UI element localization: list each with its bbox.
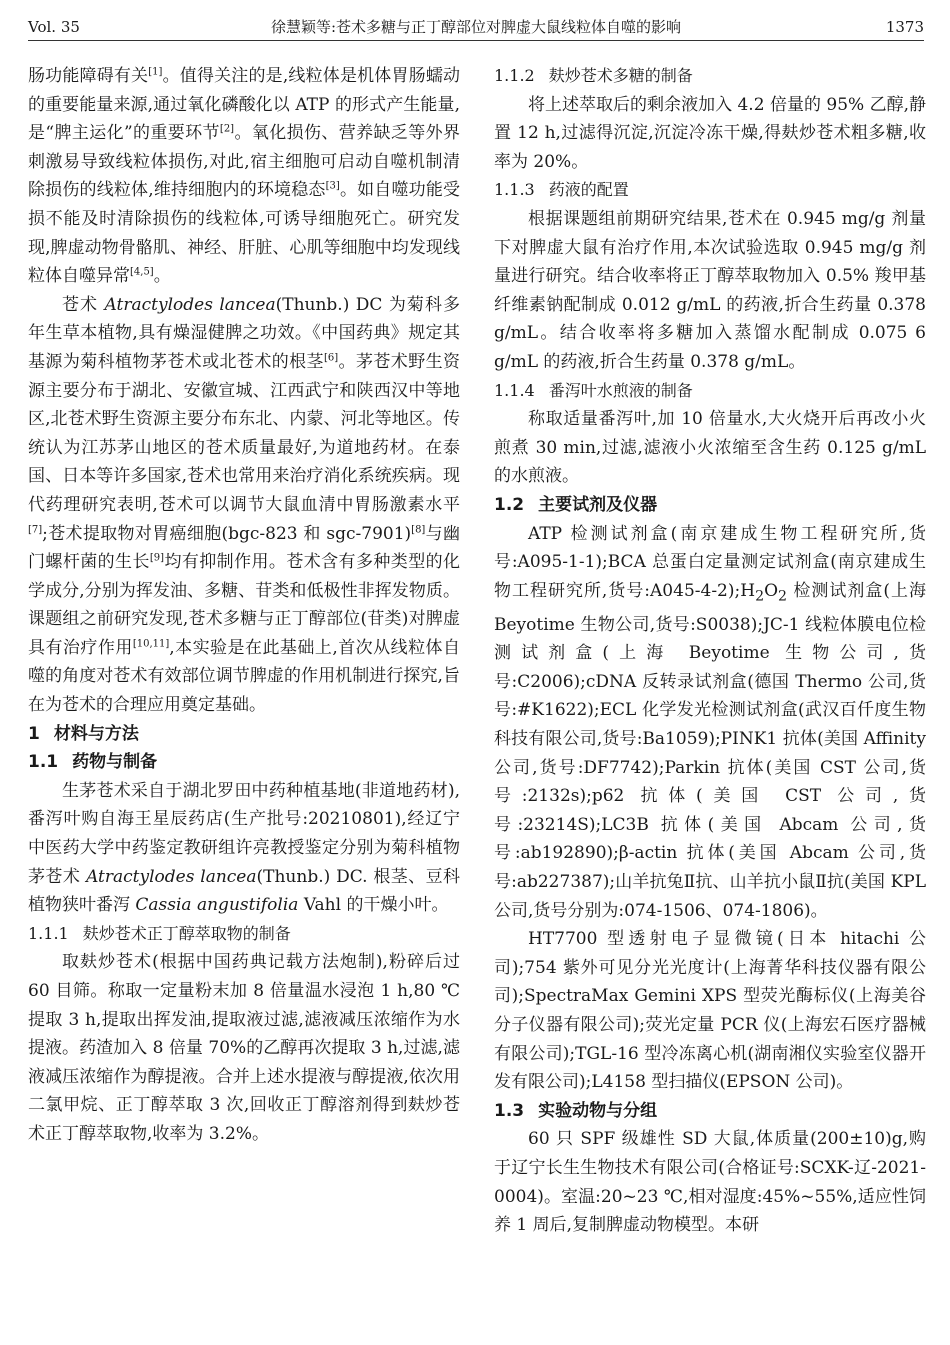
citation[interactable]: [1] xyxy=(148,66,163,78)
citation[interactable]: [10,11] xyxy=(132,638,170,650)
paragraph: ATP 检测试剂盒(南京建成生物工程研究所,货号:A095-1-1);BCA 总蛋白定量测定试剂盒(南京建成生物工程研究所,货号$:A045-4-2);H_2O_2$ 检测试剂盒(上海 Beyotime 生物公司,货号:S0038);JC-1 线粒体膜电位检测试剂盒(上海 Beyotime 生物公司,货号:C2006);cDNA 反转录试剂盒(德国 Thermo 公司,货号:#K1622);ECL 化学发光检测试剂盒(武汉百仟度生物科技有限公司,货号:Ba1059);PINK1 抗体(美国 Affinity 公司,货号:DF7742);Parkin 抗体(美国 CST 公司,货号:2132s);p62 抗体(美国 CST 公司,货号:23214S);LC3B 抗体(美国 Abcam 公司,货号:ab192890);β-actin 抗体(美国 Abcam 公司,货号:ab227387);山羊抗兔Ⅱ抗、山羊抗小鼠Ⅱ抗(美国 KPL 公司,货号分别为:074-1506、074-1806)。 xyxy=(494,523,926,921)
paragraph: 肠功能障碍有关[1]。值得关注的是,线粒体是机体胃肠蠕动的重要能量来源,通过氧化磷酸化以 ATP 的形式产生能量,是“脾主运化”的重要环节[2]。氧化损伤、营养缺乏等外界刺激易导致线粒体损伤,对此,宿主细胞可启动自噬机制清除损伤的线粒体,维持细胞内的环境稳态[3]。如自噬功能受损不能及时清除损伤的线粒体,可诱导细胞死亡。研究发现,脾虚动物骨骼肌、神经、肝脏、心肌等细胞中均发现线粒体自噬异常[4,5]。 xyxy=(28,66,461,287)
subsection-heading: 1.3 实验动物与分组 xyxy=(494,1100,658,1121)
citation[interactable]: [8] xyxy=(411,523,426,535)
journal-volume: Vol. 35 xyxy=(28,18,80,36)
citation[interactable]: [2] xyxy=(219,123,235,135)
citation[interactable]: [6] xyxy=(323,352,339,364)
running-title: 徐慧颖等:苍术多糖与正丁醇部位对脾虚大鼠线粒体自噬的影响 xyxy=(270,18,682,36)
citation[interactable]: [7] xyxy=(28,523,43,535)
subsubsection-heading: 1.1.3 药液的配置 xyxy=(494,180,629,200)
paragraph: 将上述萃取后的剩余液加入 4.2 倍量的 95% 乙醇,静置 12 h,过滤得沉淀,沉淀冷冻干燥,得麸炒苍术粗多糖,收率为 20%。 xyxy=(494,94,926,172)
paragraph: 取麸炒苍术(根据中国药典记载方法炮制),粉碎后过 60 目筛。称取一定量粉末加 8 倍量温水浸泡 1 h,80 ℃提取 3 h,提取出挥发油,提取液过滤,滤液减压浓缩作为水提液。药渣加入 8 倍量 70%的乙醇再次提取 3 h,过滤,滤液减压浓缩作为醇提液。合并上述水提液与醇提液,依次用二氯甲烷、正丁醇萃取 3 次,回收正丁醇溶剂得到麸炒苍术正丁醇萃取物,收率为 3.2%。 xyxy=(28,952,460,1144)
paragraph: 60 只 SPF 级雄性 SD 大鼠,体质量(200±10)g,购于辽宁长生生物技术有限公司(合格证号:SCXK-辽-2021-0004)。室温:20~23 ℃,相对湿度:45%~55%,适应性饲养 1 周后,复制脾虚动物模型。本研 xyxy=(494,1129,926,1236)
subsubsection-heading: 1.1.4 番泻叶水煎液的制备 xyxy=(494,380,693,400)
subsection-heading: 1.2 主要试剂及仪器 xyxy=(494,494,658,515)
section-heading: 1 材料与方法 xyxy=(28,723,139,744)
subsubsection-heading: 1.1.2 麸炒苍术多糖的制备 xyxy=(494,66,693,85)
running-header xyxy=(28,14,924,41)
citation[interactable]: [9] xyxy=(149,552,165,564)
right-column xyxy=(494,62,926,1240)
paragraph: 生茅苍术采自于湖北罗田中药种植基地(非道地药材),番泻叶购自海王星辰药店(生产批号:20210801),经辽宁中医药大学中药鉴定教研组许亮教授鉴定分别为菊科植物茅苍术 Atractylodes lancea(Thunb.) DC. 根茎、豆科植物狭叶番泻 Cassia angustifolia Vahl 的干燥小叶。 xyxy=(28,780,460,916)
page-number: 1373 xyxy=(885,18,924,36)
paragraph: 苍术 Atractylodes lancea(Thunb.) DC 为菊科多年生草本植物,具有燥湿健脾之功效。《中国药典》规定其基源为菊科植物茅苍术或北苍术的根茎[6]。茅苍术野生资源主要分布于湖北、安徽宣城、江西武宁和陕西汉中等地区,北苍术野生资源主要分布东北、内蒙、河北等地区。传统认为江苏茅山地区的苍术质量最好,为道地药材。在泰国、日本等许多国家,苍术也常用来治疗消化系统疾病。现代药理研究表明,苍术可以调节大鼠血清中胃肠激素水平[7];苍术提取物对胃癌细胞(bgc-823 和 sgc-7901)[8]与幽门螺杆菌的生长[9]均有抑制作用。苍术含有多种类型的化学成分,分别为挥发油、多糖、苷类和低极性非挥发物质。课题组之前研究发现,苍术多糖与正丁醇部位(苷类)对脾虚具有治疗作用[10,11],本实验是在此基础上,首次从线粒体自噬的角度对苍术有效部位调节脾虚的作用机制进行探究,旨在为苍术的合理应用奠定基础。 xyxy=(28,294,461,716)
subsection-heading: 1.1 药物与制备 xyxy=(28,752,158,773)
paragraph: 称取适量番泻叶,加 10 倍量水,大火烧开后再改小火煎煮 30 min,过滤,滤液小火浓缩至含生药 0.125 g/mL 的水煎液。 xyxy=(494,409,926,487)
citation[interactable]: [3] xyxy=(325,180,340,192)
left-column xyxy=(28,62,460,1149)
citation[interactable]: [4,5] xyxy=(130,266,154,278)
subsubsection-heading: 1.1.1 麸炒苍术正丁醇萃取物的制备 xyxy=(28,923,291,943)
paragraph: HT7700 型透射电子显微镜(日本 hitachi 公司);754 紫外可见分光光度计(上海菁华科技仪器有限公司);SpectraMax Gemini XPS 型荧光酶标仪(上海美谷分子仪器有限公司);荧光定量 PCR 仪(上海宏石医疗器械有限公司);TGL-16 型冷冻离心机(湖南湘仪实验室仪器开发有限公司);L4158 型扫描仪(EPSON 公司)。 xyxy=(494,929,926,1093)
paragraph: 根据课题组前期研究结果,苍术在 0.945 mg/g 剂量下对脾虚大鼠有治疗作用,本次试验选取 0.945 mg/g 剂量进行研究。结合收率将正丁醇萃取物加入 0.5% 羧甲基纤维素钠配制成 0.012 g/mL 的药液,折合生药量 0.378 g/mL。结合收率将多糖加入蒸馏水配制成 0.075 6 g/mL 的药液,折合生药量 0.378 g/mL。 xyxy=(494,208,926,372)
